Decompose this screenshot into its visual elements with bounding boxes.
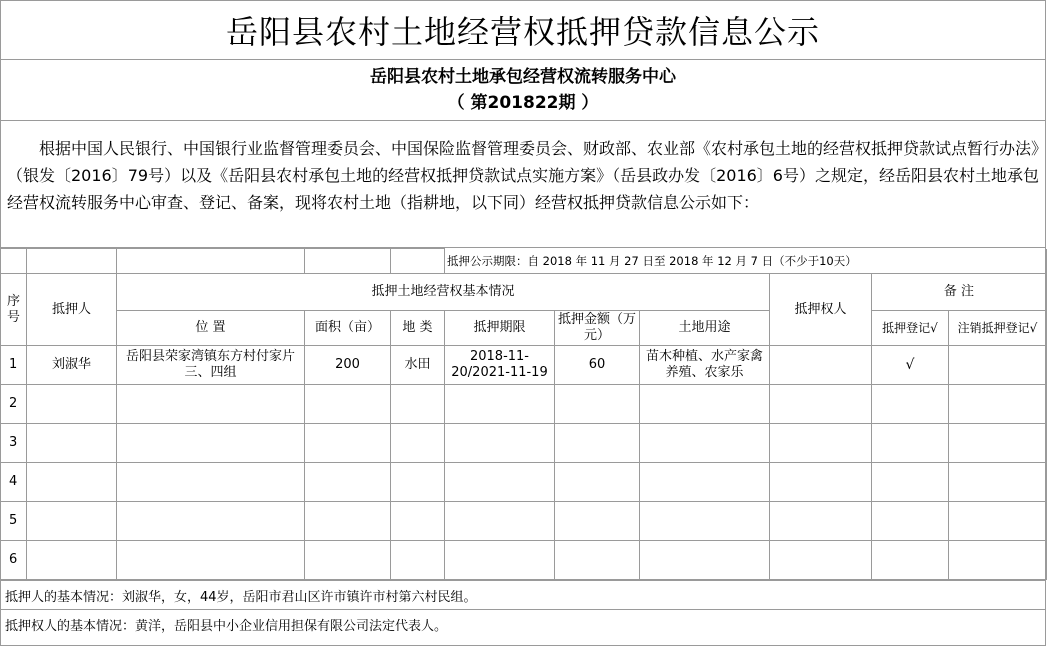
header-land-info: 抵押土地经营权基本情况: [117, 274, 770, 311]
row-cancel-check: [949, 502, 1047, 541]
row-cancel-check: [949, 463, 1047, 502]
row-mortgagor: [27, 424, 117, 463]
row-cancel-check: [949, 385, 1047, 424]
header-location: 位 置: [117, 311, 305, 346]
row-location: [117, 502, 305, 541]
row-land-type: [391, 385, 445, 424]
row-location: [117, 463, 305, 502]
header-term: 抵押期限: [445, 311, 555, 346]
row-seq: 5: [1, 502, 27, 541]
row-registration-check: [872, 502, 949, 541]
header-mortgagor: 抵押人: [27, 274, 117, 346]
row-mortgagee: [770, 385, 872, 424]
row-area: 200: [305, 346, 391, 385]
mortgagee-info: 抵押权人的基本情况：黄洋，岳阳县中小企业信用担保有限公司法定代表人。: [1, 609, 1045, 638]
header-row-2: [1, 311, 1047, 346]
table-row: [1, 424, 1047, 463]
row-cancel-check: [949, 541, 1047, 580]
row-area: [305, 502, 391, 541]
mortgagor-info: 抵押人的基本情况：刘淑华，女，44岁，岳阳市君山区许市镇许市村第六村民组。: [1, 580, 1045, 609]
header-remarks: 备 注: [872, 274, 1047, 311]
header-mortgagee: 抵押权人: [770, 274, 872, 346]
row-land-type: [391, 424, 445, 463]
intro-paragraph: 根据中国人民银行、中国银行业监督管理委员会、中国保险监督管理委员会、财政部、农业部《农村承包土地的经营权抵押贷款试点暂行办法》（银发〔2016〕79号）以及《岳阳县农村承包土地的经营权抵押贷款试点实施方案》（岳县政办发〔2016〕6号）之规定，经岳阳县农村土地承包经营权流转服务中心审查、登记、备案，现将农村土地（指耕地，以下同）经营权抵押贷款信息公示如下：: [1, 121, 1045, 248]
header-row-1: [1, 274, 1047, 311]
issue-number: （ 第201822期 ）: [447, 93, 599, 113]
row-seq: 6: [1, 541, 27, 580]
row-area: [305, 463, 391, 502]
row-use: [640, 424, 770, 463]
row-area: [305, 541, 391, 580]
row-use: 苗木种植、水产家禽养殖、农家乐: [640, 346, 770, 385]
row-registration-check: [872, 463, 949, 502]
row-mortgagor: [27, 541, 117, 580]
row-mortgagor: [27, 385, 117, 424]
row-location: [117, 541, 305, 580]
row-mortgagee: [770, 424, 872, 463]
row-term: 2018-11-20/2021-11-19: [445, 346, 555, 385]
table-row: [1, 385, 1047, 424]
row-amount: [555, 385, 640, 424]
row-land-type: [391, 541, 445, 580]
row-amount: [555, 502, 640, 541]
row-area: [305, 385, 391, 424]
period-row: [1, 249, 1047, 274]
row-cancel-check: [949, 346, 1047, 385]
row-amount: [555, 424, 640, 463]
row-amount: 60: [555, 346, 640, 385]
row-mortgagee: [770, 541, 872, 580]
row-registration-check: [872, 385, 949, 424]
row-amount: [555, 541, 640, 580]
row-land-type: 水田: [391, 346, 445, 385]
row-mortgagor: 刘淑华: [27, 346, 117, 385]
row-location: [117, 385, 305, 424]
row-use: [640, 502, 770, 541]
publication-period: 抵押公示期限：自 2018 年 11 月 27 日至 2018 年 12 月 7 日（不少于10天）: [445, 249, 1047, 274]
issuer-name: 岳阳县农村土地承包经营权流转服务中心: [370, 67, 676, 87]
table-row: [1, 541, 1047, 580]
page-title: 岳阳县农村土地经营权抵押贷款信息公示: [1, 1, 1045, 60]
row-location: 岳阳县荣家湾镇东方村付家片三、四组: [117, 346, 305, 385]
row-registration-check: [872, 424, 949, 463]
row-seq: 1: [1, 346, 27, 385]
row-term: [445, 502, 555, 541]
row-registration-check: [872, 541, 949, 580]
row-use: [640, 541, 770, 580]
header-use: 土地用途: [640, 311, 770, 346]
row-land-type: [391, 502, 445, 541]
header-registration: 抵押登记√: [872, 311, 949, 346]
mortgage-table: [0, 248, 1047, 580]
header-seq: 序号: [1, 274, 27, 346]
header-land-type: 地 类: [391, 311, 445, 346]
row-location: [117, 424, 305, 463]
row-mortgagee: [770, 346, 872, 385]
row-cancel-check: [949, 424, 1047, 463]
row-seq: 3: [1, 424, 27, 463]
row-mortgagee: [770, 463, 872, 502]
header-amount: 抵押金额（万元）: [555, 311, 640, 346]
row-term: [445, 424, 555, 463]
row-mortgagee: [770, 502, 872, 541]
header-cancel-registration: 注销抵押登记√: [949, 311, 1047, 346]
row-seq: 2: [1, 385, 27, 424]
row-area: [305, 424, 391, 463]
row-amount: [555, 463, 640, 502]
header-area: 面积（亩）: [305, 311, 391, 346]
table-row: [1, 502, 1047, 541]
row-term: [445, 541, 555, 580]
row-mortgagor: [27, 502, 117, 541]
row-use: [640, 463, 770, 502]
row-mortgagor: [27, 463, 117, 502]
table-row: [1, 463, 1047, 502]
table-row: [1, 346, 1047, 385]
row-term: [445, 463, 555, 502]
row-use: [640, 385, 770, 424]
row-term: [445, 385, 555, 424]
row-land-type: [391, 463, 445, 502]
subheading: [1, 60, 1045, 121]
row-seq: 4: [1, 463, 27, 502]
row-registration-check: √: [872, 346, 949, 385]
